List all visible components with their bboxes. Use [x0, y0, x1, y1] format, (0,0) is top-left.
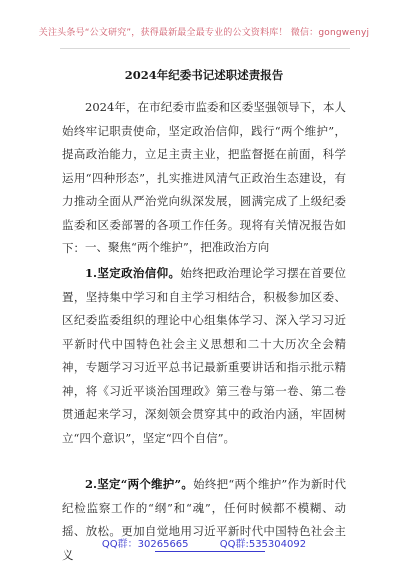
item-2-body: 始终把“两个维护”作为新时代纪检监察工作的“纲”和“魂”，任何时候都不模糊、动摇、放松。更加自觉地用习近平新时代中国特色社会主义	[62, 477, 347, 562]
footer-qq-group-1: QQ群：30265665	[101, 539, 189, 550]
header-divider	[60, 48, 350, 49]
document-title: 2024年纪委书记述职述责报告	[124, 68, 284, 82]
footer	[0, 535, 408, 550]
footer-underline	[155, 551, 265, 552]
item-1-lead: 1.坚定政治信仰。	[85, 266, 181, 280]
intro-paragraph: 2024年，在市纪委市监委和区委坚强领导下，本人始终牢记职责使命，坚定政治信仰，践行“两个维护”，提高政治能力，立足主责主业，把监督挺在前面，科学运用“四种形态”，扎实推进风清气正政治生态建设，有力推动全面从严治党向纵深发展，圆满完成了上级纪委监委和区委部署的各项工作任务。现将有关情况报告如下：	[62, 100, 346, 255]
item-1-paragraph	[62, 262, 346, 450]
header-banner: 关注头条号“公文研究”，获得最新最全最专业的公文资料库！ 微信：gongwenyj	[38, 28, 370, 38]
item-2-lead: 2.坚定“两个维护”。	[85, 477, 194, 491]
item-2-paragraph	[62, 473, 346, 567]
section-heading: 一、聚焦“两个维护”，把准政治方向	[85, 240, 270, 254]
footer-qq-group-2: QQ群:535304092	[219, 539, 307, 550]
item-1-body: 始终把政治理论学习摆在首要位置，坚持集中学习和自主学习相结合，积极参加区委、区纪委监委组织的理论中心组集体学习、深入学习习近平新时代中国特色社会主义思想和二十大历次全会精神，专题学习习近平总书记最新重要讲话和指示批示精神，将《习近平谈治国理政》第三卷与第一卷、第二卷贯通起来学习，深刻领会贯穿其中的政治内涵，牢固树立“四个意识”，坚定“四个自信”。	[62, 266, 346, 445]
